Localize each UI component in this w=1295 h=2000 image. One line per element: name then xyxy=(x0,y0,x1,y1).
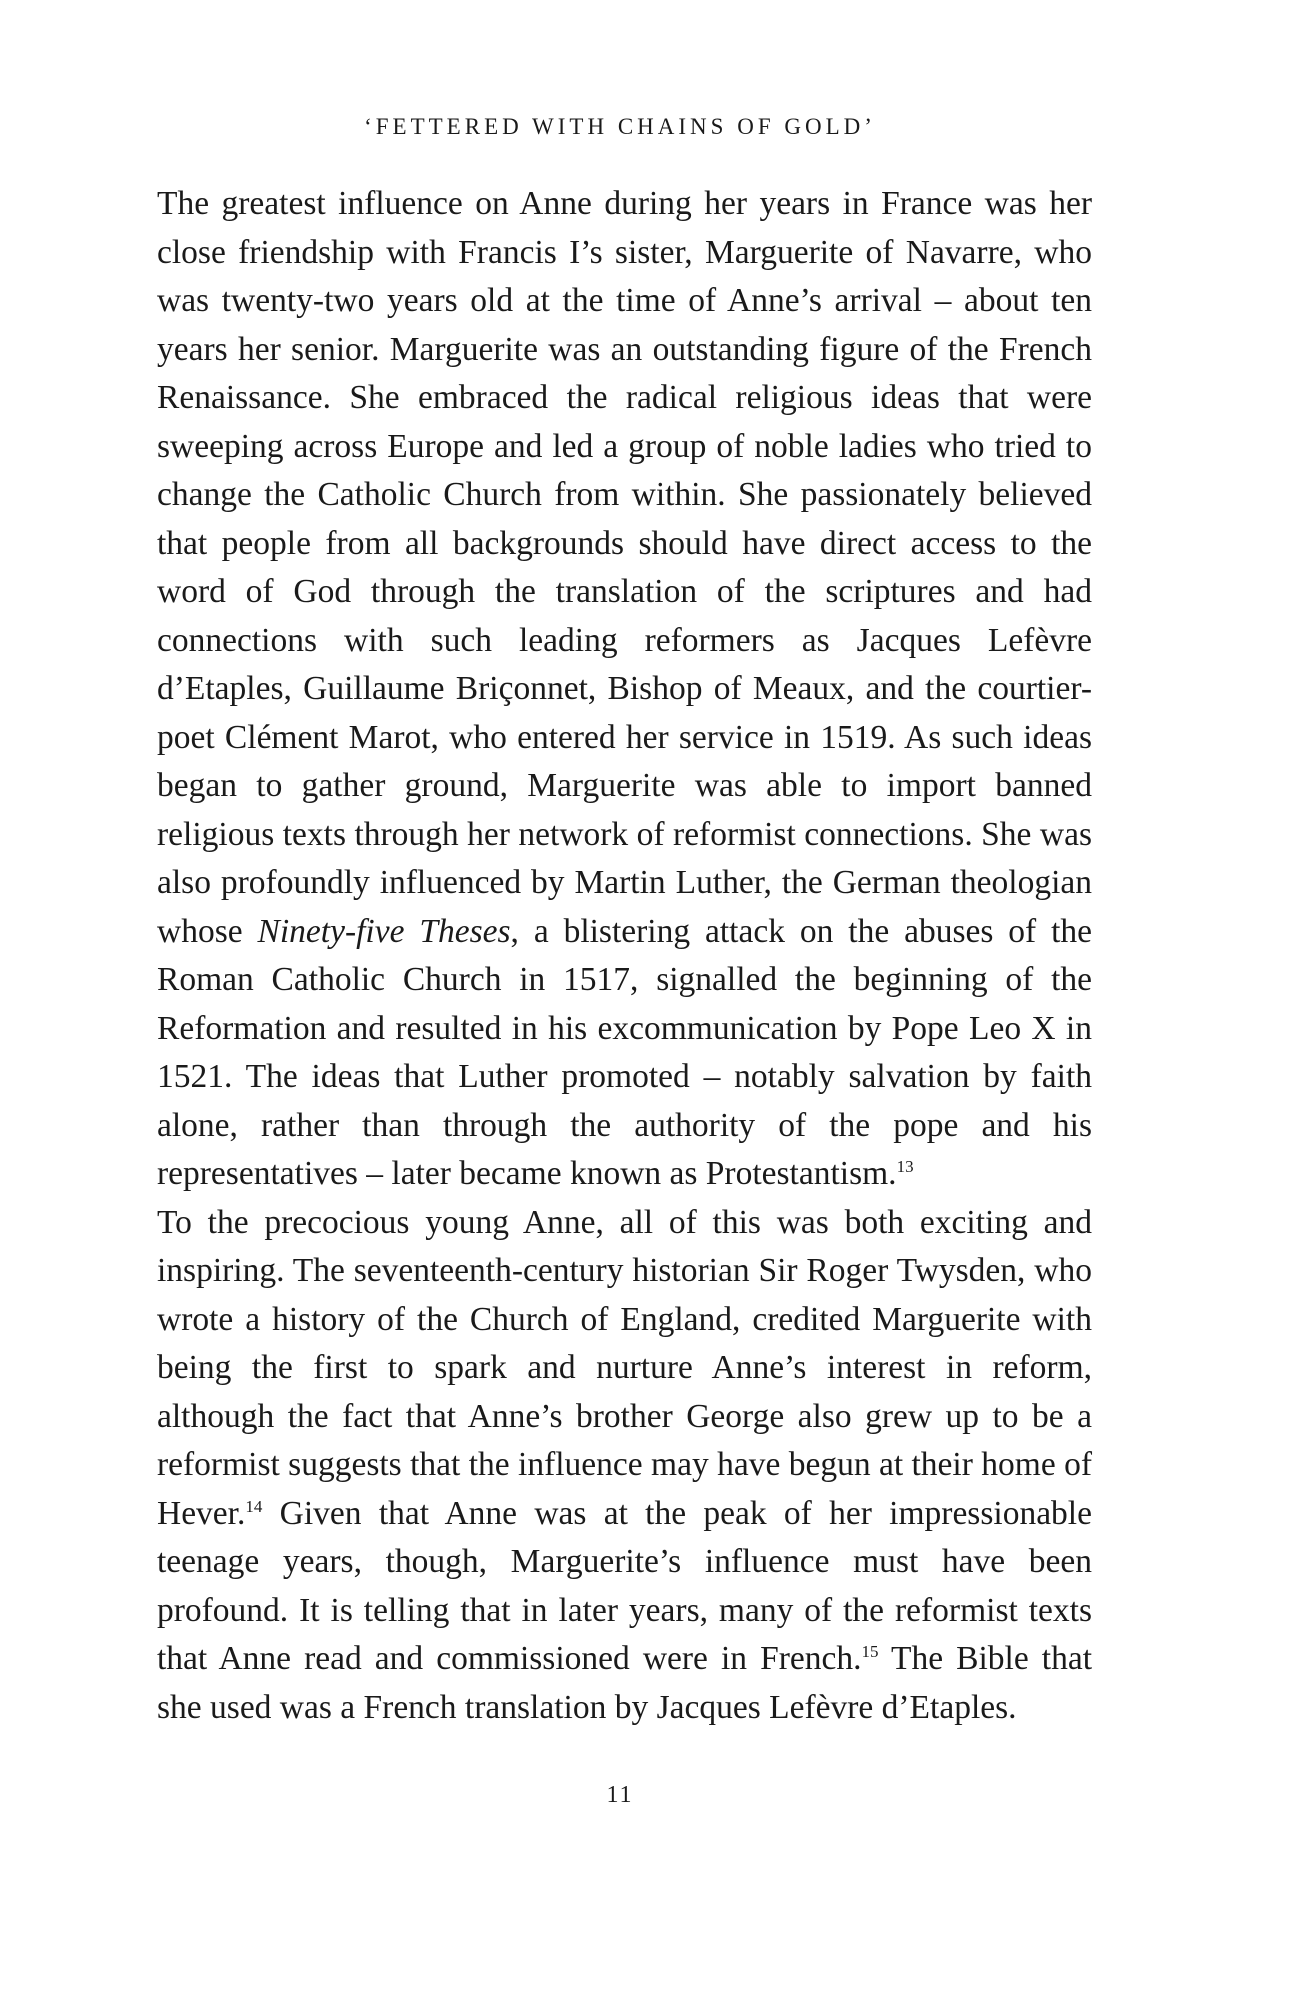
paragraph-2 xyxy=(157,1199,1092,1733)
footnote-ref-15[interactable]: 15 xyxy=(861,1641,879,1661)
footnote-ref-13[interactable]: 13 xyxy=(896,1156,914,1176)
footnote-ref-14[interactable]: 14 xyxy=(245,1496,263,1516)
paragraph-1 xyxy=(157,180,1092,1199)
paragraph-1-text-b: , a blistering attack on the abuses of the Roman Catholic Church in 1517, signalled the beginning of the Reformation and resulted in his excommunication by Pope Leo X in 1521. The ideas that Luther promoted – notably salvation by faith alone, rather than through the authority of the pope and his representatives – later became known as Protestantism. xyxy=(157,912,1092,1192)
paragraph-2-text-b: Given that Anne was at the peak of her impressionable teenage years, though, Marguerite’s influence must have been profound. It is telling that in later years, many of the reformist texts that Anne read and commissioned were in French. xyxy=(157,1494,1092,1677)
paragraph-2-text-c: The Bible that she used was a French translation by Jacques Lefèvre d’Etaples. xyxy=(157,1640,1093,1726)
book-title-ninety-five-theses: Ninety-five Theses xyxy=(257,912,511,950)
body-text xyxy=(157,180,1092,1732)
page-number: 11 xyxy=(606,1782,634,1808)
running-head: ‘FETTERED WITH CHAINS OF GOLD’ xyxy=(364,114,876,139)
paragraph-2-text-a: To the precocious young Anne, all of this was both exciting and inspiring. The seventeenth-century historian Sir Roger Twysden, who wrote a history of the Church of England, credited Marguerite with being the first to spark and nurture Anne’s interest in reform, although the fact that Anne’s brother George also grew up to be a reformist suggests that the influence may have begun at their home of Hever. xyxy=(157,1203,1092,1532)
paragraph-1-text-a: The greatest influence on Anne during her years in France was her close friendship with Francis I’s sister, Marguerite of Navarre, who was twenty-two years old at the time of Anne’s arrival – about ten years her senior. Marguerite was an outstanding figure of the French Renaissance. She embraced the radical religious ideas that were sweeping across Europe and led a group of noble ladies who tried to change the Catholic Church from within. She passionately believed that people from all backgrounds should have direct access to the word of God through the translation of the scriptures and had connections with such leading reformers as Jacques Lefèvre d’Etaples, Guillaume Briçonnet, Bishop of Meaux, and the courtier-poet Clément Marot, who entered her service in 1519. As such ideas began to gather ground, Marguerite was able to import banned religious texts through her network of reformist connections. She was also profoundly influenced by Martin Luther, the German theologian whose xyxy=(157,185,1092,950)
